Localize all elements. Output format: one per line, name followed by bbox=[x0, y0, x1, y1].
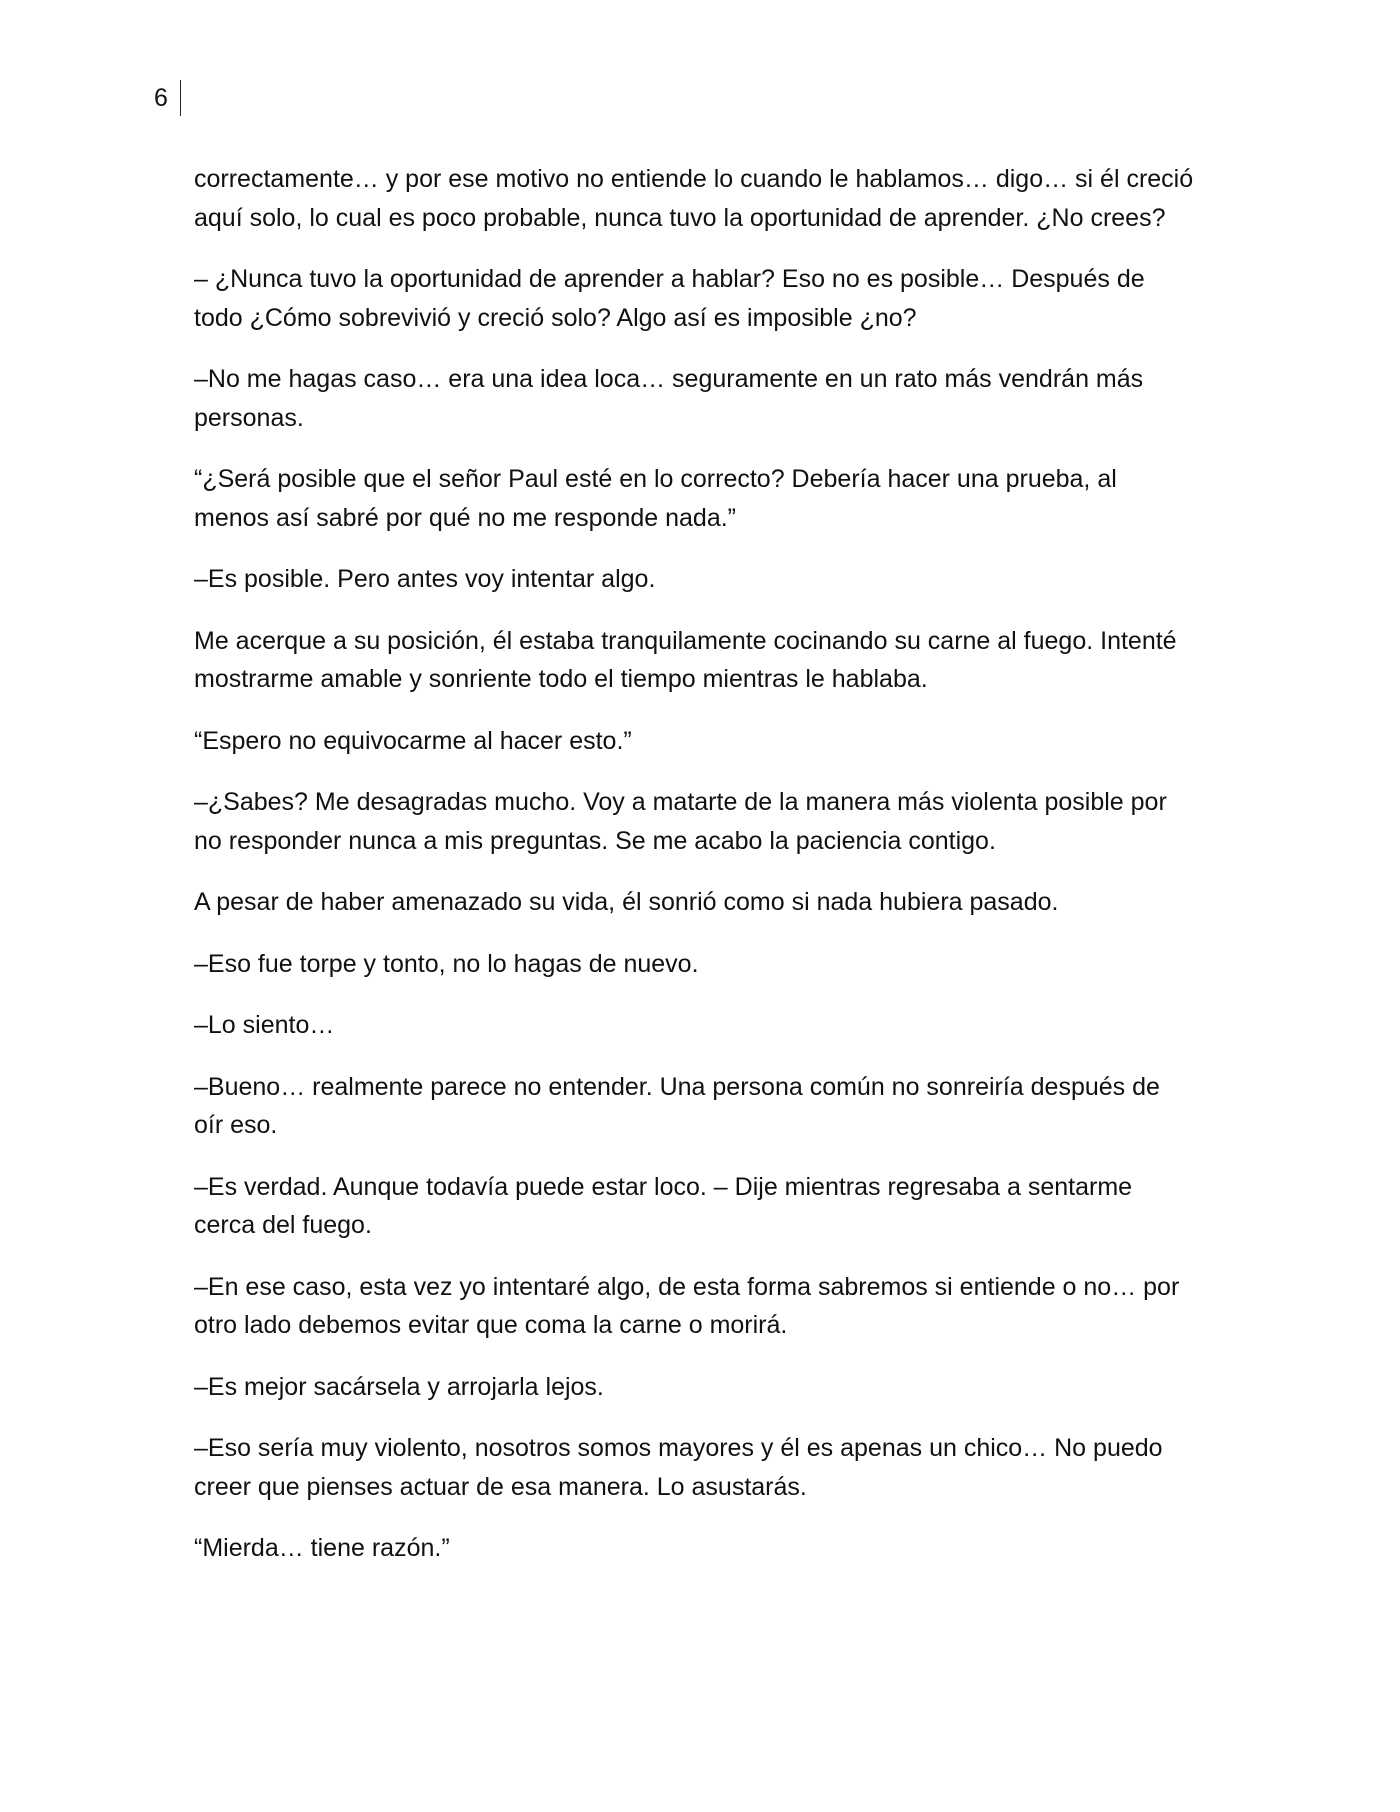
header-divider bbox=[180, 80, 181, 116]
paragraph: “Mierda… tiene razón.” bbox=[194, 1534, 450, 1562]
paragraph: “Espero no equivocarme al hacer esto.” bbox=[194, 726, 632, 755]
paragraph: correctamente… y por ese motivo no entiende lo cuando le hablamos… digo… si él creció aquí solo, lo cual es poco probable, nunca tuvo la oportunidad de aprender. ¿No crees? bbox=[194, 165, 1194, 232]
paragraph: –No me hagas caso… era una idea loca… seguramente en un rato más vendrán más personas. bbox=[194, 365, 1144, 432]
paragraph: – ¿Nunca tuvo la oportunidad de aprender a hablar? Eso no es posible… Después de todo ¿Cómo sobrevivió y creció solo? Algo así es imposible ¿no? bbox=[194, 265, 1145, 332]
paragraph: –Lo siento… bbox=[194, 1011, 335, 1039]
paragraph: A pesar de haber amenazado su vida, él sonrió como si nada hubiera pasado. bbox=[194, 888, 1059, 916]
paragraph: –Es posible. Pero antes voy intentar algo. bbox=[194, 565, 656, 593]
paragraph: –¿Sabes? Me desagradas mucho. Voy a matarte de la manera más violenta posible por no responder nunca a mis preguntas. Se me acabo la paciencia contigo. bbox=[194, 788, 1167, 855]
paragraph: –Es verdad. Aunque todavía puede estar loco. – Dije mientras regresaba a sentarme cerca del fuego. bbox=[194, 1172, 1133, 1239]
paragraph: “¿Será posible que el señor Paul esté en lo correcto? Debería hacer una prueba, al menos así sabré por qué no me responde nada.” bbox=[194, 465, 1117, 532]
body-text bbox=[194, 160, 1194, 1591]
paragraph: –Eso sería muy violento, nosotros somos mayores y él es apenas un chico… No puedo creer que pienses actuar de esa manera. Lo asustarás. bbox=[194, 1434, 1163, 1501]
page-number: 6 bbox=[154, 84, 168, 112]
paragraph: –Eso fue torpe y tonto, no lo hagas de nuevo. bbox=[194, 949, 699, 978]
page-header bbox=[154, 80, 181, 116]
paragraph: Me acerque a su posición, él estaba tranquilamente cocinando su carne al fuego. Intenté mostrarme amable y sonriente todo el tiempo mientras le hablaba. bbox=[194, 626, 1177, 693]
paragraph: –Es mejor sacársela y arrojarla lejos. bbox=[194, 1372, 604, 1401]
paragraph: –Bueno… realmente parece no entender. Una persona común no sonreiría después de oír eso. bbox=[194, 1072, 1160, 1139]
paragraph: –En ese caso, esta vez yo intentaré algo, de esta forma sabremos si entiende o no… por otro lado debemos evitar que coma la carne o morirá. bbox=[194, 1272, 1180, 1339]
